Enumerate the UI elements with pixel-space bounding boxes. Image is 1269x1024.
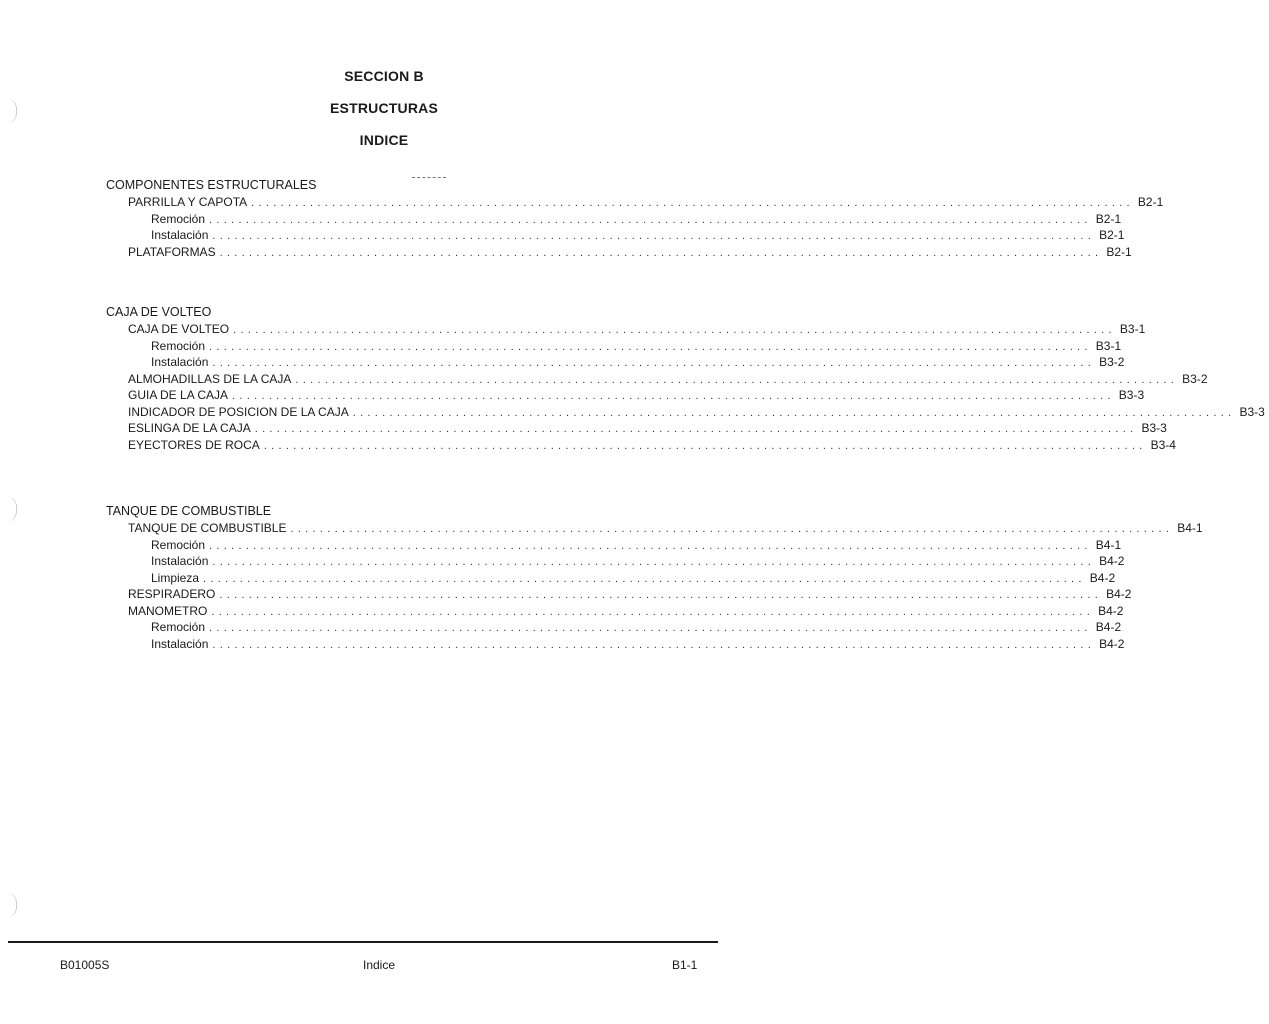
leader-dots: ........................................................................................................................ (232, 390, 1115, 402)
toc-entry[interactable] (106, 520, 1203, 537)
leader-dots: ........................................................................................................................ (352, 406, 1236, 419)
toc-entry-label: Remoción (151, 211, 206, 226)
toc-entry[interactable] (106, 537, 1122, 554)
toc-entry-label: Remoción (151, 537, 206, 552)
toc-entry-page: B3-4 (1150, 437, 1176, 452)
toc-entry-label: Instalación (151, 636, 209, 651)
section-heading: SECCION B (344, 68, 424, 84)
toc-entry-label: GUIA DE LA CAJA (128, 388, 229, 402)
leader-dots: ........................................................................................................................ (290, 523, 1174, 535)
toc-entry[interactable] (106, 437, 1176, 454)
toc-entry-label: MANOMETRO (128, 603, 208, 618)
toc-entry-page: B2-1 (1095, 211, 1122, 226)
index-title: INDICE (359, 132, 409, 148)
leader-dots: ........................................................................................................................ (209, 539, 1092, 552)
toc-group-title: CAJA DE VOLTEO (106, 305, 212, 319)
footer-doc-code: B01005S (60, 958, 110, 972)
leader-dots: ........................................................................................................................ (209, 340, 1092, 353)
toc-entry-page: B4-1 (1177, 521, 1203, 535)
toc-entry-page: B2-1 (1106, 244, 1132, 259)
toc-entry-label: PLATAFORMAS (128, 244, 216, 259)
toc-entry-page: B4-2 (1106, 587, 1132, 601)
section-title: ESTRUCTURAS (330, 100, 438, 116)
leader-dots: ........................................................................................................................ (251, 197, 1134, 209)
toc-entry-page: B4-2 (1098, 603, 1124, 618)
toc-entry[interactable] (106, 586, 1132, 603)
leader-dots: ........................................................................................................................ (219, 246, 1103, 259)
toc-entry-label: Instalación (151, 228, 209, 242)
binder-hole-mark (6, 892, 17, 918)
toc-entry-label: Limpieza (151, 570, 200, 585)
toc-entry[interactable] (106, 194, 1164, 211)
leader-dots: ........................................................................................................................ (209, 622, 1092, 634)
leader-dots: ........................................................................................................................ (212, 638, 1096, 651)
toc-group-title: COMPONENTES ESTRUCTURALES (106, 178, 317, 192)
toc-entry[interactable] (106, 244, 1132, 261)
toc-entry-page: B4-2 (1089, 570, 1116, 585)
toc-entry[interactable] (106, 570, 1116, 587)
toc-group-title: TANQUE DE COMBUSTIBLE (106, 504, 272, 518)
leader-dots: ........................................................................................................................ (233, 324, 1116, 336)
leader-dots: ........................................................................................................................ (212, 556, 1096, 568)
toc-entry-page: B3-3 (1118, 388, 1145, 402)
toc-entry[interactable] (106, 227, 1125, 244)
toc-entry-label: RESPIRADERO (128, 587, 216, 601)
toc-entry[interactable] (106, 420, 1167, 437)
toc-entry[interactable] (106, 619, 1122, 636)
toc-entry-page: B4-2 (1099, 554, 1125, 568)
footer-center-label: Indice (362, 958, 396, 972)
toc-entry[interactable] (106, 371, 1208, 388)
leader-dots: ........................................................................................................................ (212, 230, 1096, 242)
toc-entry-page: B4-2 (1095, 620, 1122, 634)
toc-group-caja-de-volteo (106, 304, 1265, 453)
toc-entry-page: B3-2 (1182, 371, 1208, 386)
toc-entry[interactable] (106, 387, 1145, 404)
binder-hole-mark (6, 496, 17, 522)
toc-entry[interactable] (106, 404, 1265, 421)
toc-entry-label: TANQUE DE COMBUSTIBLE (128, 521, 287, 535)
toc-entry[interactable] (106, 211, 1122, 228)
leader-dots: ........................................................................................................................ (212, 357, 1096, 369)
toc-group-componentes (106, 177, 1164, 260)
leader-dots: ........................................................................................................................ (211, 605, 1095, 618)
toc-entry-label: Instalación (151, 554, 209, 568)
toc-entry-page: B2-1 (1099, 228, 1125, 242)
toc-entry[interactable] (106, 553, 1125, 570)
toc-entry[interactable] (106, 321, 1146, 338)
toc-entry[interactable] (106, 636, 1125, 653)
toc-entry-page: B4-1 (1095, 537, 1122, 552)
toc-entry-page: B3-1 (1119, 322, 1146, 336)
toc-entry-label: PARRILLA Y CAPOTA (128, 195, 248, 209)
toc-entry-page: B3-3 (1239, 404, 1265, 419)
leader-dots: ........................................................................................................................ (209, 213, 1092, 226)
toc-entry-label: INDICADOR DE POSICION DE LA CAJA (128, 404, 349, 419)
footer-page-number: B1-1 (672, 958, 698, 972)
toc-entry-label: EYECTORES DE ROCA (128, 437, 260, 452)
toc-entry[interactable] (106, 338, 1122, 355)
leader-dots: ........................................................................................................................ (219, 589, 1103, 601)
toc-entry-label: Remoción (151, 620, 206, 634)
footer-rule (8, 941, 718, 943)
toc-entry-page: B3-2 (1099, 355, 1125, 369)
toc-entry-page: B2-1 (1137, 195, 1164, 209)
toc-entry[interactable] (106, 354, 1125, 371)
leader-dots: ........................................................................................................................ (254, 423, 1138, 435)
toc-entry-page: B3-1 (1095, 338, 1122, 353)
toc-entry-label: Remoción (151, 338, 206, 353)
toc-entry-page: B3-3 (1141, 421, 1167, 435)
toc-entry-label: CAJA DE VOLTEO (128, 322, 230, 336)
toc-entry-page: B4-2 (1099, 636, 1125, 651)
toc-entry-label: ALMOHADILLAS DE LA CAJA (128, 371, 292, 386)
toc-group-tanque-de-combustible (106, 503, 1203, 652)
leader-dots: ........................................................................................................................ (263, 439, 1147, 452)
toc-entry[interactable] (106, 603, 1124, 620)
toc-entry-label: ESLINGA DE LA CAJA (128, 421, 251, 435)
leader-dots: ........................................................................................................................ (203, 572, 1086, 585)
toc-entry-label: Instalación (151, 355, 209, 369)
leader-dots: ........................................................................................................................ (295, 373, 1179, 386)
